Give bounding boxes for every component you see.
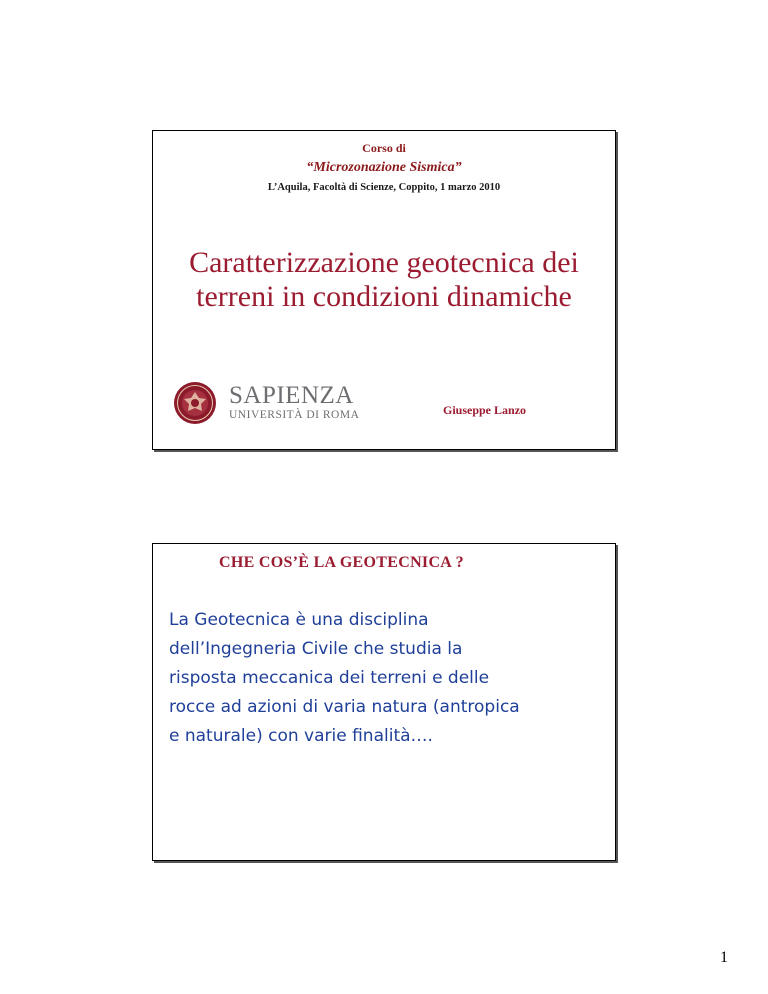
slide-body-text: [169, 606, 609, 751]
university-seal-icon: [173, 381, 217, 425]
course-place-date: L’Aquila, Facoltà di Scienze, Coppito, 1 marzo 2010: [267, 182, 501, 193]
course-name: “Microzonazione Sismica”: [306, 160, 462, 175]
course-label: Corso di: [362, 141, 406, 155]
logo-name: SAPIENZA: [229, 382, 354, 409]
body-line: e naturale) con varie finalità….: [169, 726, 433, 746]
body-line: rocce ad azioni di varia natura (antropica: [169, 697, 520, 717]
body-line: dell’Ingegneria Civile che studia la: [169, 639, 463, 659]
content-slide: [152, 543, 616, 861]
title-line-1: Caratterizzazione geotecnica dei: [189, 246, 579, 279]
author-name: Giuseppe Lanzo: [443, 403, 527, 417]
logo-subtitle: UNIVERSITÀ DI ROMA: [229, 409, 360, 421]
body-line: La Geotecnica è una disciplina: [169, 610, 429, 630]
sapienza-logo: [173, 379, 359, 427]
slide-heading: CHE COS’È LA GEOTECNICA ?: [219, 554, 464, 571]
presentation-title: [153, 246, 615, 314]
page-number: 1: [720, 949, 728, 966]
body-line: risposta meccanica dei terreni e delle: [169, 668, 490, 688]
logo-wordmark: [229, 384, 359, 422]
title-slide: [152, 130, 616, 450]
title-line-2: terreni in condizioni dinamiche: [196, 280, 572, 313]
